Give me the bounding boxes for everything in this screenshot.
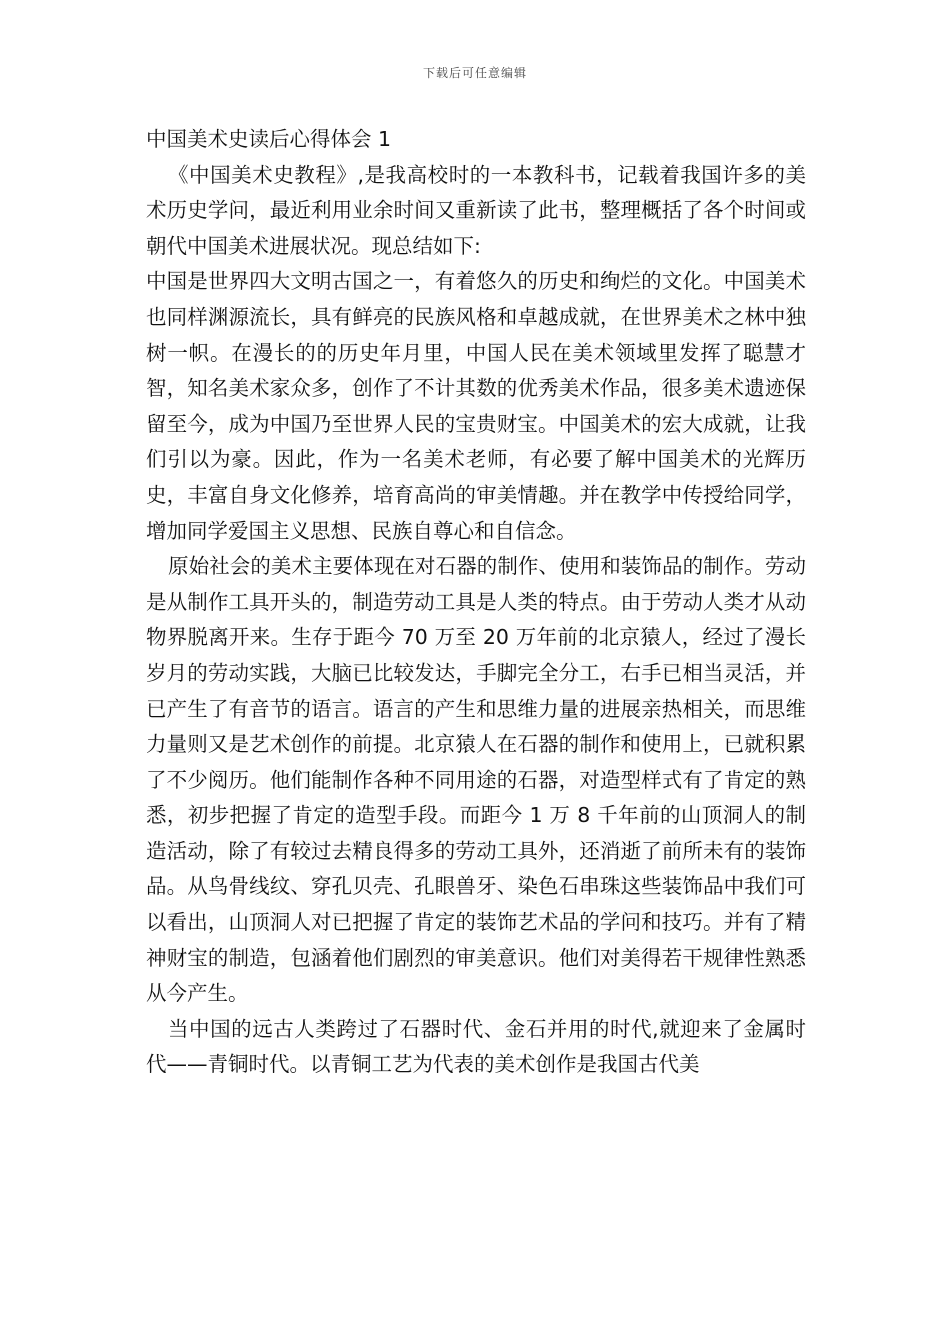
page-header: 下载后可任意编辑 (422, 66, 527, 80)
document-body (146, 122, 806, 1083)
paragraph-chinese-civilization: 中国是世界四大文明古国之一，有着悠久的历史和绚烂的文化。中国美术也同样渊源流长，具有鲜亮的民族风格和卓越成就，在世界美术之林中独树一帜。在漫长的的历史年月里，中国人民在美术领域里发挥了聪慧才智，知名美术家众多，创作了不计其数的优秀美术作品，很多美术遗迹保留至今，成为中国乃至世界人民的宝贵财宝。中国美术的宏大成就，让我们引以为豪。因此，作为一名美术老师，有必要了解中国美术的光辉历史，丰富自身文化修养，培育高尚的审美情趣。并在教学中传授给同学，增加同学爱国主义思想、民族自尊心和自信念。 (146, 269, 806, 543)
document-title: 中国美术史读后心得体会 1 (146, 127, 392, 151)
paragraph-primitive-art: 原始社会的美术主要体现在对石器的制作、使用和装饰品的制作。劳动是从制作工具开头的，制造劳动工具是人类的特点。由于劳动人类才从动物界脱离开来。生存于距今 70 万至 20 万年前的北京猿人，经过了漫长岁月的劳动实践，大脑已比较发达，手脚完全分工，右手已相当灵活，并已产生了有音节的语言。语言的产生和思维力量的进展亲热相关，而思维力量则又是艺术创作的前提。北京猿人在石器的制作和使用上，已就积累了不少阅历。他们能制作各种不同用途的石器，对造型样式有了肯定的熟悉，初步把握了肯定的造型手段。而距今 1 万 8 千年前的山顶洞人的制造活动，除了有较过去精良得多的劳动工具外，还消逝了前所未有的装饰品。从鸟骨线纹、穿孔贝壳、孔眼兽牙、染色石串珠这些装饰品中我们可以看出，山顶洞人对已把握了肯定的装饰艺术品的学问和技巧。并有了精神财宝的制造，包涵着他们剧烈的审美意识。他们对美得若干规律性熟悉从今产生。 (146, 554, 806, 1006)
paragraph-bronze-age: 当中国的远古人类跨过了石器时代、金石并用的时代,就迎来了金属时代——青铜时代。以青铜工艺为代表的美术创作是我国古代美 (146, 1016, 806, 1077)
paragraph-intro: 《中国美术史教程》,是我高校时的一本教科书，记载着我国许多的美术历史学问，最近利用业余时间又重新读了此书，整理概括了各个时间或朝代中国美术进展状况。现总结如下: (146, 162, 806, 258)
